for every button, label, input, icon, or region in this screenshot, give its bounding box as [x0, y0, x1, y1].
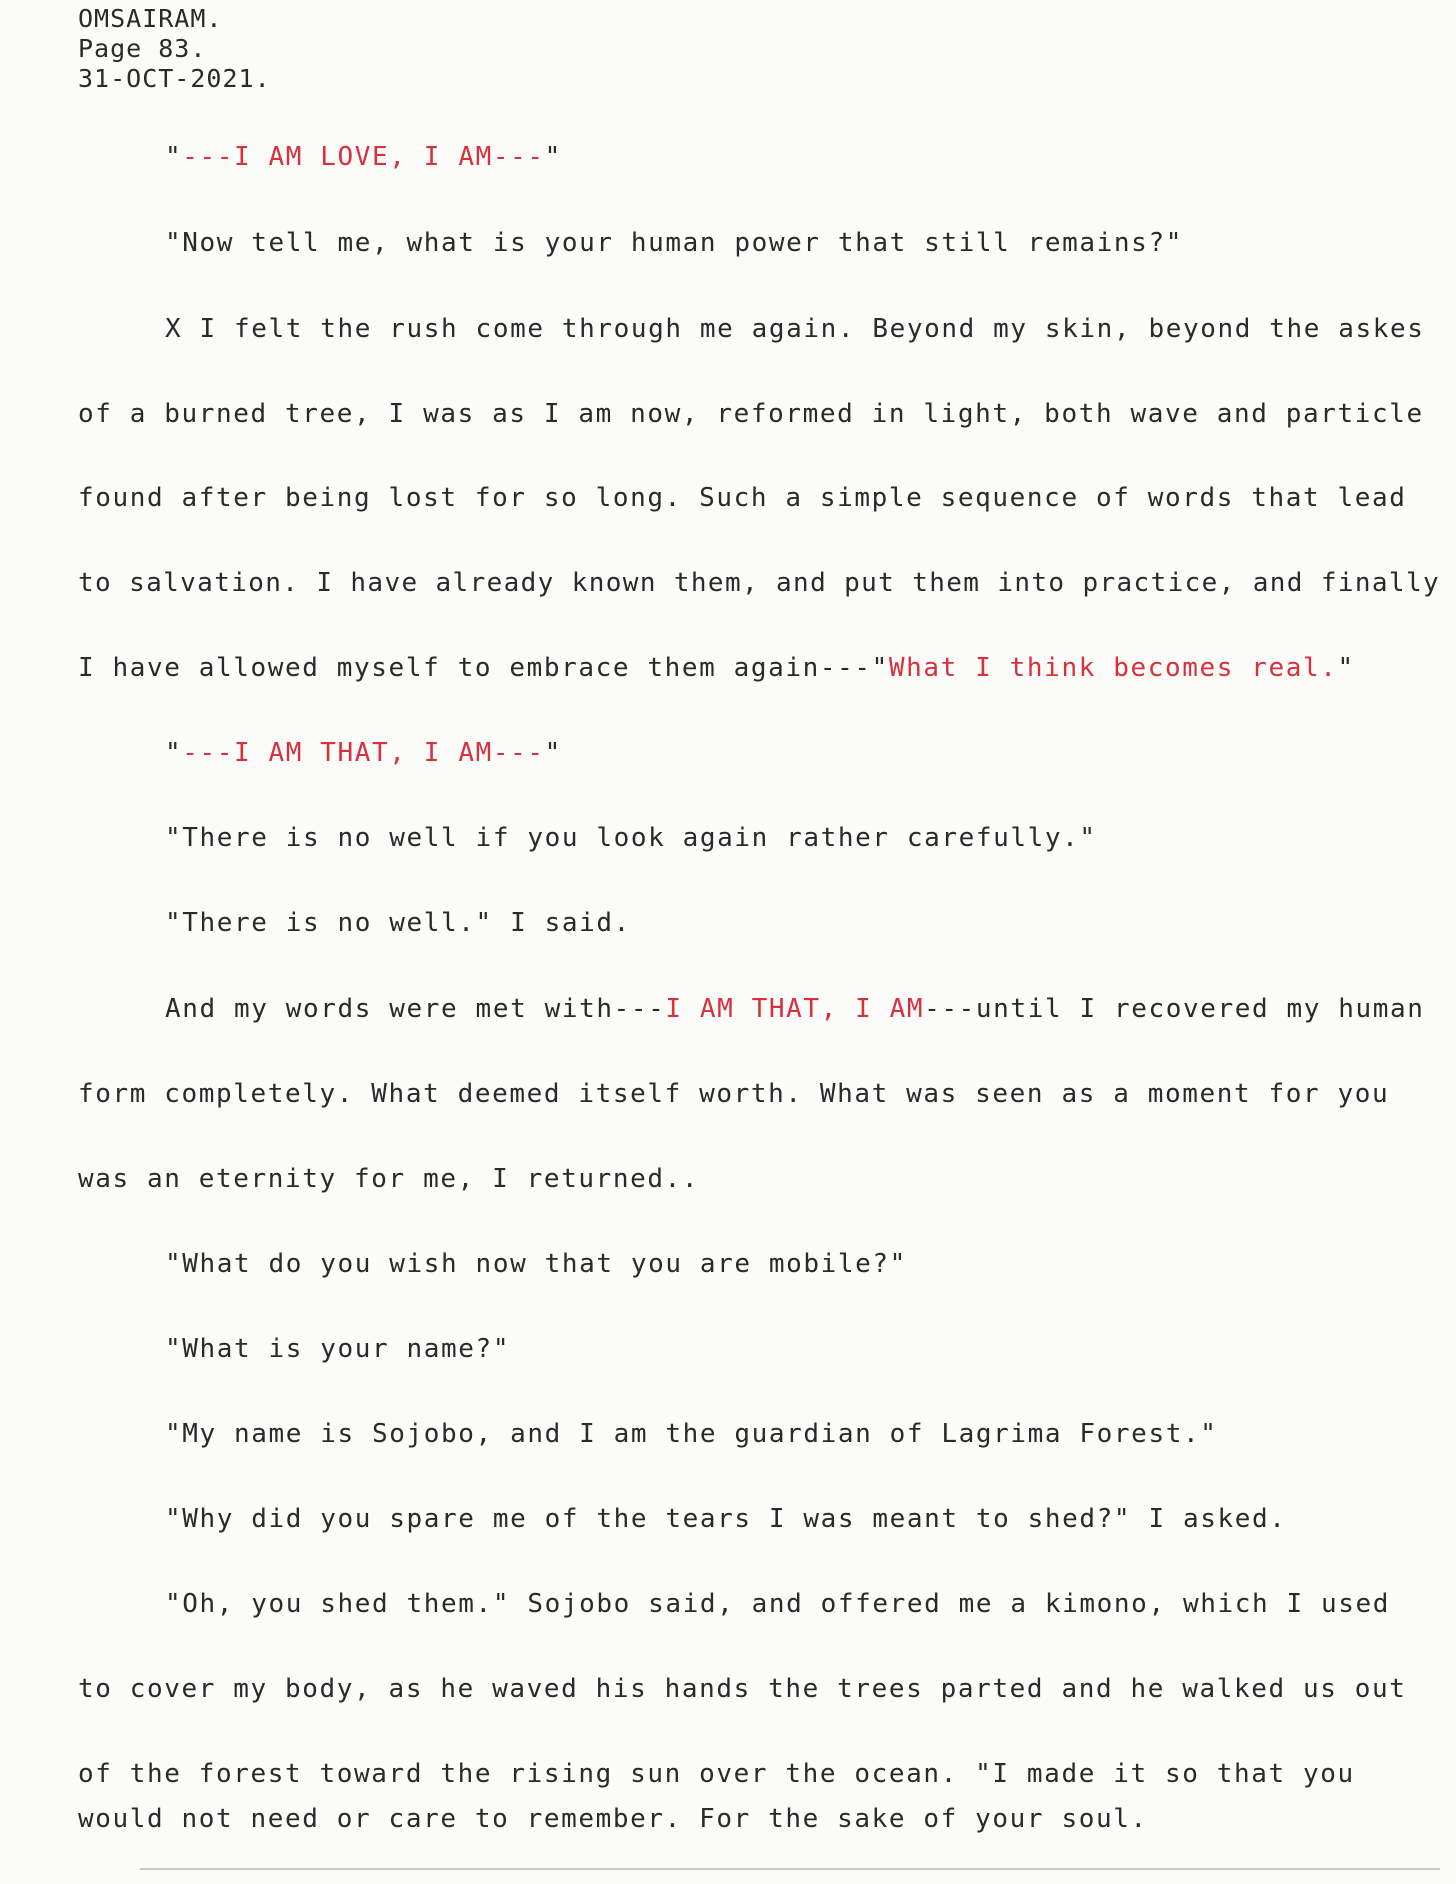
- red-text-segment: What I think becomes real.: [888, 653, 1338, 683]
- text-line: [78, 1078, 1389, 1110]
- text-line: [78, 1673, 1407, 1705]
- text-segment: ---until I recovered my human: [924, 994, 1425, 1024]
- text-segment: "Now tell me, what is your human power that still remains?": [165, 228, 1183, 258]
- text-segment: to cover my body, as he waved his hands the trees parted and he walked us out: [78, 1674, 1407, 1704]
- text-segment: to salvation. I have already known them, and put them into practice, and finally: [78, 568, 1440, 598]
- text-line: [165, 993, 1425, 1025]
- text-line: [78, 1758, 1355, 1790]
- text-line: [78, 482, 1407, 514]
- text-segment: was an eternity for me, I returned..: [78, 1164, 700, 1194]
- text-segment: ": [165, 738, 183, 768]
- text-segment: of the forest toward the rising sun over the ocean. "I made it so that you: [78, 1759, 1355, 1789]
- text-line: [165, 1333, 510, 1365]
- text-line: [165, 141, 562, 173]
- text-segment: "What do you wish now that you are mobile?": [165, 1249, 907, 1279]
- text-segment: of a burned tree, I was as I am now, reformed in light, both wave and particle: [78, 399, 1424, 429]
- text-line: [165, 227, 1183, 259]
- text-line: [78, 652, 1355, 684]
- text-segment: "Oh, you shed them." Sojobo said, and offered me a kimono, which I used: [165, 1589, 1390, 1619]
- text-segment: would not need or care to remember. For the sake of your soul.: [78, 1804, 1148, 1834]
- text-segment: "My name is Sojobo, and I am the guardian of Lagrima Forest.": [165, 1419, 1218, 1449]
- text-line: [165, 822, 1097, 854]
- text-line: [78, 567, 1440, 599]
- text-segment: "Why did you spare me of the tears I was meant to shed?" I asked.: [165, 1504, 1287, 1534]
- text-segment: ": [544, 142, 562, 172]
- text-line: [78, 1803, 1148, 1835]
- text-line: [165, 907, 631, 939]
- text-segment: "There is no well if you look again rather carefully.": [165, 823, 1097, 853]
- red-text-segment: ---I AM THAT, I AM---: [182, 738, 545, 768]
- text-line: [165, 313, 1425, 345]
- red-text-segment: ---I AM LOVE, I AM---: [182, 142, 545, 172]
- text-segment: X I felt the rush come through me again. Beyond my skin, beyond the askes: [165, 314, 1425, 344]
- bottom-rule: [140, 1868, 1440, 1870]
- text-segment: "What is your name?": [165, 1334, 511, 1364]
- red-text-segment: I AM THAT, I AM: [665, 994, 925, 1024]
- text-line: [165, 1503, 1286, 1535]
- header-date: 31-OCT-2021.: [78, 64, 271, 93]
- text-line: [165, 1248, 907, 1280]
- text-line: [78, 398, 1424, 430]
- text-segment: ": [1337, 653, 1355, 683]
- text-segment: I have allowed myself to embrace them again---": [78, 653, 889, 683]
- text-segment: And my words were met with---: [165, 994, 666, 1024]
- header-page-number: Page 83.: [78, 34, 207, 63]
- text-line: [165, 1418, 1217, 1450]
- text-segment: ": [165, 142, 183, 172]
- text-segment: form completely. What deemed itself worth. What was seen as a moment for you: [78, 1079, 1390, 1109]
- page-header: [78, 4, 271, 94]
- text-segment: ": [544, 738, 562, 768]
- text-line: [165, 1588, 1390, 1620]
- text-segment: "There is no well." I said.: [165, 908, 631, 938]
- text-line: [78, 1163, 699, 1195]
- text-segment: found after being lost for so long. Such a simple sequence of words that lead: [78, 483, 1407, 513]
- header-title: OMSAIRAM.: [78, 4, 223, 33]
- text-line: [165, 737, 562, 769]
